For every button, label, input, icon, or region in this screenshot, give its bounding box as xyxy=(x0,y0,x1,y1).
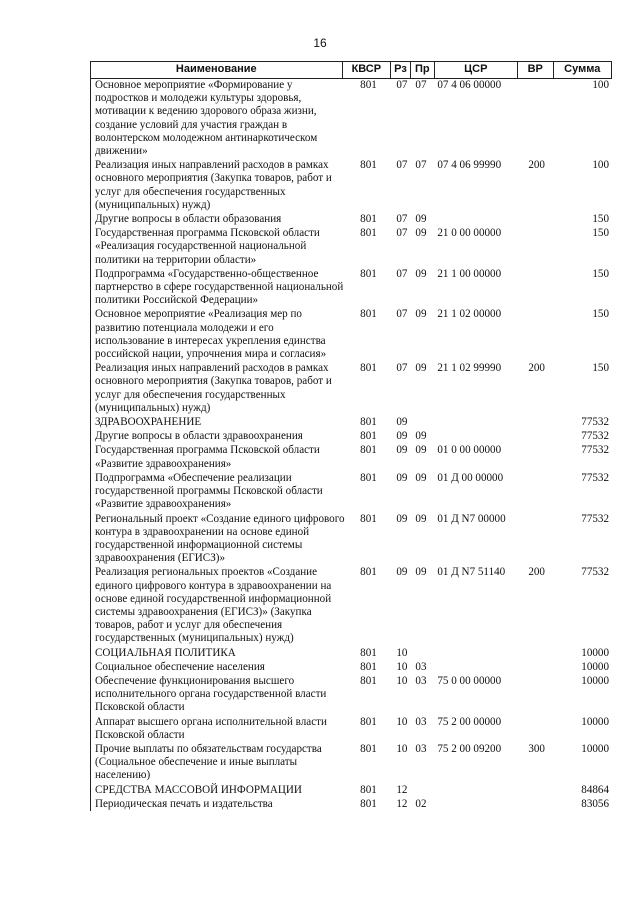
cell-rz: 07 xyxy=(396,79,408,91)
cell-name: Другие вопросы в области образования xyxy=(95,213,282,226)
cell-csr xyxy=(435,416,519,429)
cell-vr xyxy=(519,416,554,429)
cell-vr: 300 xyxy=(528,742,545,755)
cell-vr: 200 xyxy=(528,566,545,579)
cell-name: СРЕДСТВА МАССОВОЙ ИНФОРМАЦИИ xyxy=(95,783,302,796)
cell-csr: 21 0 00 00000 xyxy=(437,227,502,240)
budget-table xyxy=(90,61,612,811)
cell-vr xyxy=(519,472,554,512)
cell-name: Основное мероприятие «Реализация мер по развитию потенциала молодежи и его использование в интересах укрепления единства российской нации, упрочнения мира и согласия» xyxy=(95,308,327,361)
cell-csr: 21 1 02 99990 xyxy=(437,362,502,375)
cell-csr xyxy=(435,213,519,226)
cell-vr xyxy=(519,513,554,566)
cell-csr: 21 1 02 00000 xyxy=(437,308,502,321)
table-row xyxy=(91,743,612,783)
cell-sum: 100 xyxy=(592,159,610,172)
cell-pr: 07 xyxy=(415,159,427,172)
cell-vr xyxy=(519,79,554,158)
cell-sum: 77532 xyxy=(581,566,610,579)
cell-rz: 09 xyxy=(396,512,408,525)
cell-rz: 10 xyxy=(396,660,408,673)
cell-pr: 03 xyxy=(415,742,427,755)
table-row xyxy=(91,227,612,267)
cell-sum: 150 xyxy=(592,267,610,280)
cell-sum: 150 xyxy=(592,213,610,226)
table-row xyxy=(91,716,612,742)
cell-kvsr: 801 xyxy=(360,797,377,810)
cell-kvsr: 801 xyxy=(360,715,377,728)
cell-kvsr: 801 xyxy=(360,742,377,755)
cell-name: Реализация иных направлений расходов в рамках основного мероприятия (Закупка товаров, работ и услуг для обеспечения государственных (муниципальных) нужд) xyxy=(95,362,332,414)
cell-vr xyxy=(519,268,554,308)
cell-rz: 07 xyxy=(396,213,408,226)
cell-rz: 12 xyxy=(396,783,408,796)
cell-sum: 10000 xyxy=(581,715,610,728)
cell-vr: 200 xyxy=(528,362,545,375)
cell-name: Реализация иных направлений расходов в рамках основного мероприятия (Закупка товаров, работ и услуг для обеспечения государственных (муниципальных) нужд) xyxy=(95,159,332,211)
cell-name: Социальное обеспечение населения xyxy=(95,660,265,673)
cell-sum: 10000 xyxy=(581,674,610,687)
cell-kvsr: 801 xyxy=(360,471,377,484)
cell-pr: 09 xyxy=(415,471,427,484)
cell-pr xyxy=(411,784,435,797)
cell-vr xyxy=(519,675,554,715)
cell-vr xyxy=(519,444,554,470)
cell-sum: 83056 xyxy=(581,797,610,810)
cell-kvsr: 801 xyxy=(360,213,377,226)
cell-pr: 09 xyxy=(415,308,427,321)
table-body xyxy=(90,79,612,811)
cell-pr: 09 xyxy=(415,444,427,457)
cell-rz: 10 xyxy=(396,646,408,659)
cell-name: Подпрограмма «Обеспечение реализации государственной программы Псковской области «Развитие здравоохранения» xyxy=(95,471,323,511)
cell-pr: 09 xyxy=(415,213,427,226)
header-sum: Сумма xyxy=(564,63,601,75)
cell-pr: 09 xyxy=(415,430,427,443)
cell-rz: 07 xyxy=(396,362,408,375)
cell-name: Аппарат высшего органа исполнительной власти Псковской области xyxy=(95,715,327,741)
cell-pr: 02 xyxy=(415,797,427,810)
cell-rz: 07 xyxy=(396,159,408,172)
cell-rz: 09 xyxy=(396,416,408,429)
cell-pr: 09 xyxy=(415,512,427,525)
cell-sum: 100 xyxy=(592,79,610,91)
cell-sum: 77532 xyxy=(581,512,610,525)
cell-csr: 07 4 06 99990 xyxy=(437,159,502,172)
header-kvsr: КВСР xyxy=(343,62,392,78)
cell-csr xyxy=(435,647,519,660)
cell-kvsr: 801 xyxy=(360,566,377,579)
cell-name: ЗДРАВООХРАНЕНИЕ xyxy=(95,416,202,429)
cell-kvsr: 801 xyxy=(360,430,377,443)
cell-csr xyxy=(435,430,519,443)
cell-rz: 10 xyxy=(396,674,408,687)
cell-sum: 150 xyxy=(592,362,610,375)
cell-sum: 10000 xyxy=(581,660,610,673)
table-row xyxy=(91,661,612,674)
cell-csr: 75 2 00 09200 xyxy=(437,742,502,755)
table-row xyxy=(91,513,612,566)
cell-sum: 10000 xyxy=(581,742,610,755)
cell-kvsr: 801 xyxy=(360,267,377,280)
cell-vr xyxy=(519,784,554,797)
table-row xyxy=(91,566,612,645)
table-row xyxy=(91,213,612,226)
cell-csr: 75 0 00 00000 xyxy=(437,674,502,687)
cell-kvsr: 801 xyxy=(360,159,377,172)
cell-kvsr: 801 xyxy=(360,227,377,240)
cell-vr xyxy=(519,798,554,811)
header-vr: ВР xyxy=(518,62,554,78)
table-row xyxy=(91,362,612,415)
cell-name: СОЦИАЛЬНАЯ ПОЛИТИКА xyxy=(95,646,236,659)
cell-csr: 01 0 00 00000 xyxy=(437,444,502,457)
header-rz: Рз xyxy=(391,62,411,78)
cell-pr xyxy=(411,647,435,660)
cell-pr: 09 xyxy=(415,227,427,240)
cell-vr xyxy=(519,308,554,361)
cell-kvsr: 801 xyxy=(360,646,377,659)
cell-csr: 21 1 00 00000 xyxy=(437,267,502,280)
cell-sum: 77532 xyxy=(581,416,610,429)
header-csr: ЦСР xyxy=(435,62,518,78)
cell-kvsr: 801 xyxy=(360,783,377,796)
cell-sum: 150 xyxy=(592,227,610,240)
cell-csr: 01 Д N7 00000 xyxy=(437,512,506,525)
cell-rz: 09 xyxy=(396,471,408,484)
table-row xyxy=(91,268,612,308)
table-row xyxy=(91,159,612,212)
cell-sum: 77532 xyxy=(581,430,610,443)
cell-pr: 09 xyxy=(415,267,427,280)
cell-name: Периодическая печать и издательства xyxy=(95,797,273,810)
cell-kvsr: 801 xyxy=(360,308,377,321)
cell-pr xyxy=(411,416,435,429)
cell-name: Прочие выплаты по обязательствам государства (Социальное обеспечение и иные выплаты населению) xyxy=(95,742,322,782)
cell-sum: 84864 xyxy=(581,783,610,796)
cell-pr: 03 xyxy=(415,715,427,728)
table-row xyxy=(91,472,612,512)
cell-pr: 09 xyxy=(415,566,427,579)
cell-rz: 07 xyxy=(396,227,408,240)
cell-rz: 09 xyxy=(396,430,408,443)
cell-name: Обеспечение функционирования высшего исполнительного органа государственной власти Псковской области xyxy=(95,674,327,714)
cell-rz: 10 xyxy=(396,742,408,755)
cell-vr xyxy=(519,716,554,742)
cell-rz: 09 xyxy=(396,444,408,457)
cell-csr xyxy=(435,661,519,674)
table-row xyxy=(91,308,612,361)
cell-sum: 10000 xyxy=(581,646,610,659)
cell-csr: 01 Д 00 00000 xyxy=(437,471,504,484)
cell-csr: 75 2 00 00000 xyxy=(437,715,502,728)
cell-kvsr: 801 xyxy=(360,362,377,375)
cell-pr: 09 xyxy=(415,362,427,375)
cell-csr xyxy=(435,798,519,811)
cell-kvsr: 801 xyxy=(360,79,377,91)
cell-vr xyxy=(519,227,554,267)
cell-name: Основное мероприятие «Формирование у подростков и молодежи культуры здоровья, мотивации к ведению здорового образа жизни, создание условий для участия граждан в волонтерском молодежном антинаркотическом движении» xyxy=(95,79,318,158)
cell-rz: 12 xyxy=(396,797,408,810)
cell-sum: 77532 xyxy=(581,444,610,457)
cell-kvsr: 801 xyxy=(360,444,377,457)
cell-csr: 07 4 06 00000 xyxy=(437,79,502,91)
cell-vr xyxy=(519,213,554,226)
cell-rz: 07 xyxy=(396,308,408,321)
cell-pr: 03 xyxy=(415,660,427,673)
cell-pr: 03 xyxy=(415,674,427,687)
cell-name: Региональный проект «Создание единого цифрового контура в здравоохранении на основе единой государственной информационной системы здравоохранения (ЕГИСЗ)» xyxy=(95,512,345,565)
cell-vr xyxy=(519,647,554,660)
table-row xyxy=(91,444,612,470)
header-pr: Пр xyxy=(411,62,435,78)
cell-vr xyxy=(519,430,554,443)
cell-kvsr: 801 xyxy=(360,416,377,429)
cell-kvsr: 801 xyxy=(360,660,377,673)
table-row xyxy=(91,647,612,660)
cell-name: Другие вопросы в области здравоохранения xyxy=(95,430,303,443)
cell-sum: 77532 xyxy=(581,471,610,484)
cell-name: Государственная программа Псковской области «Развитие здравоохранения» xyxy=(95,444,320,470)
table-row xyxy=(91,675,612,715)
cell-csr xyxy=(435,784,519,797)
page-number: 16 xyxy=(313,36,327,50)
table-row xyxy=(91,79,612,158)
cell-name: Государственная программа Псковской области «Реализация государственной национальной политики на территории области» xyxy=(95,227,320,266)
cell-sum: 150 xyxy=(592,308,610,321)
cell-csr: 01 Д N7 51140 xyxy=(437,566,506,579)
cell-rz: 09 xyxy=(396,566,408,579)
header-name: Наименование xyxy=(91,62,343,78)
cell-vr: 200 xyxy=(528,159,545,172)
cell-vr xyxy=(519,661,554,674)
cell-rz: 10 xyxy=(396,715,408,728)
cell-kvsr: 801 xyxy=(360,512,377,525)
cell-kvsr: 801 xyxy=(360,674,377,687)
table-row xyxy=(91,784,612,797)
table-row xyxy=(91,430,612,443)
cell-name: Подпрограмма «Государственно-общественное партнерство в сфере государственной национальной политики Российской Федерации» xyxy=(95,267,344,307)
cell-name: Реализация региональных проектов «Создание единого цифрового контура в здравоохранении на основе единой государственной информационной системы здравоохранения (ЕГИСЗ)» (Закупка товаров, работ и услуг для обеспечения государственных (муниципальных) нужд) xyxy=(95,566,332,645)
table-row xyxy=(91,416,612,429)
table-row xyxy=(91,798,612,811)
cell-pr: 07 xyxy=(415,79,427,91)
table-header xyxy=(90,61,612,79)
cell-rz: 07 xyxy=(396,267,408,280)
